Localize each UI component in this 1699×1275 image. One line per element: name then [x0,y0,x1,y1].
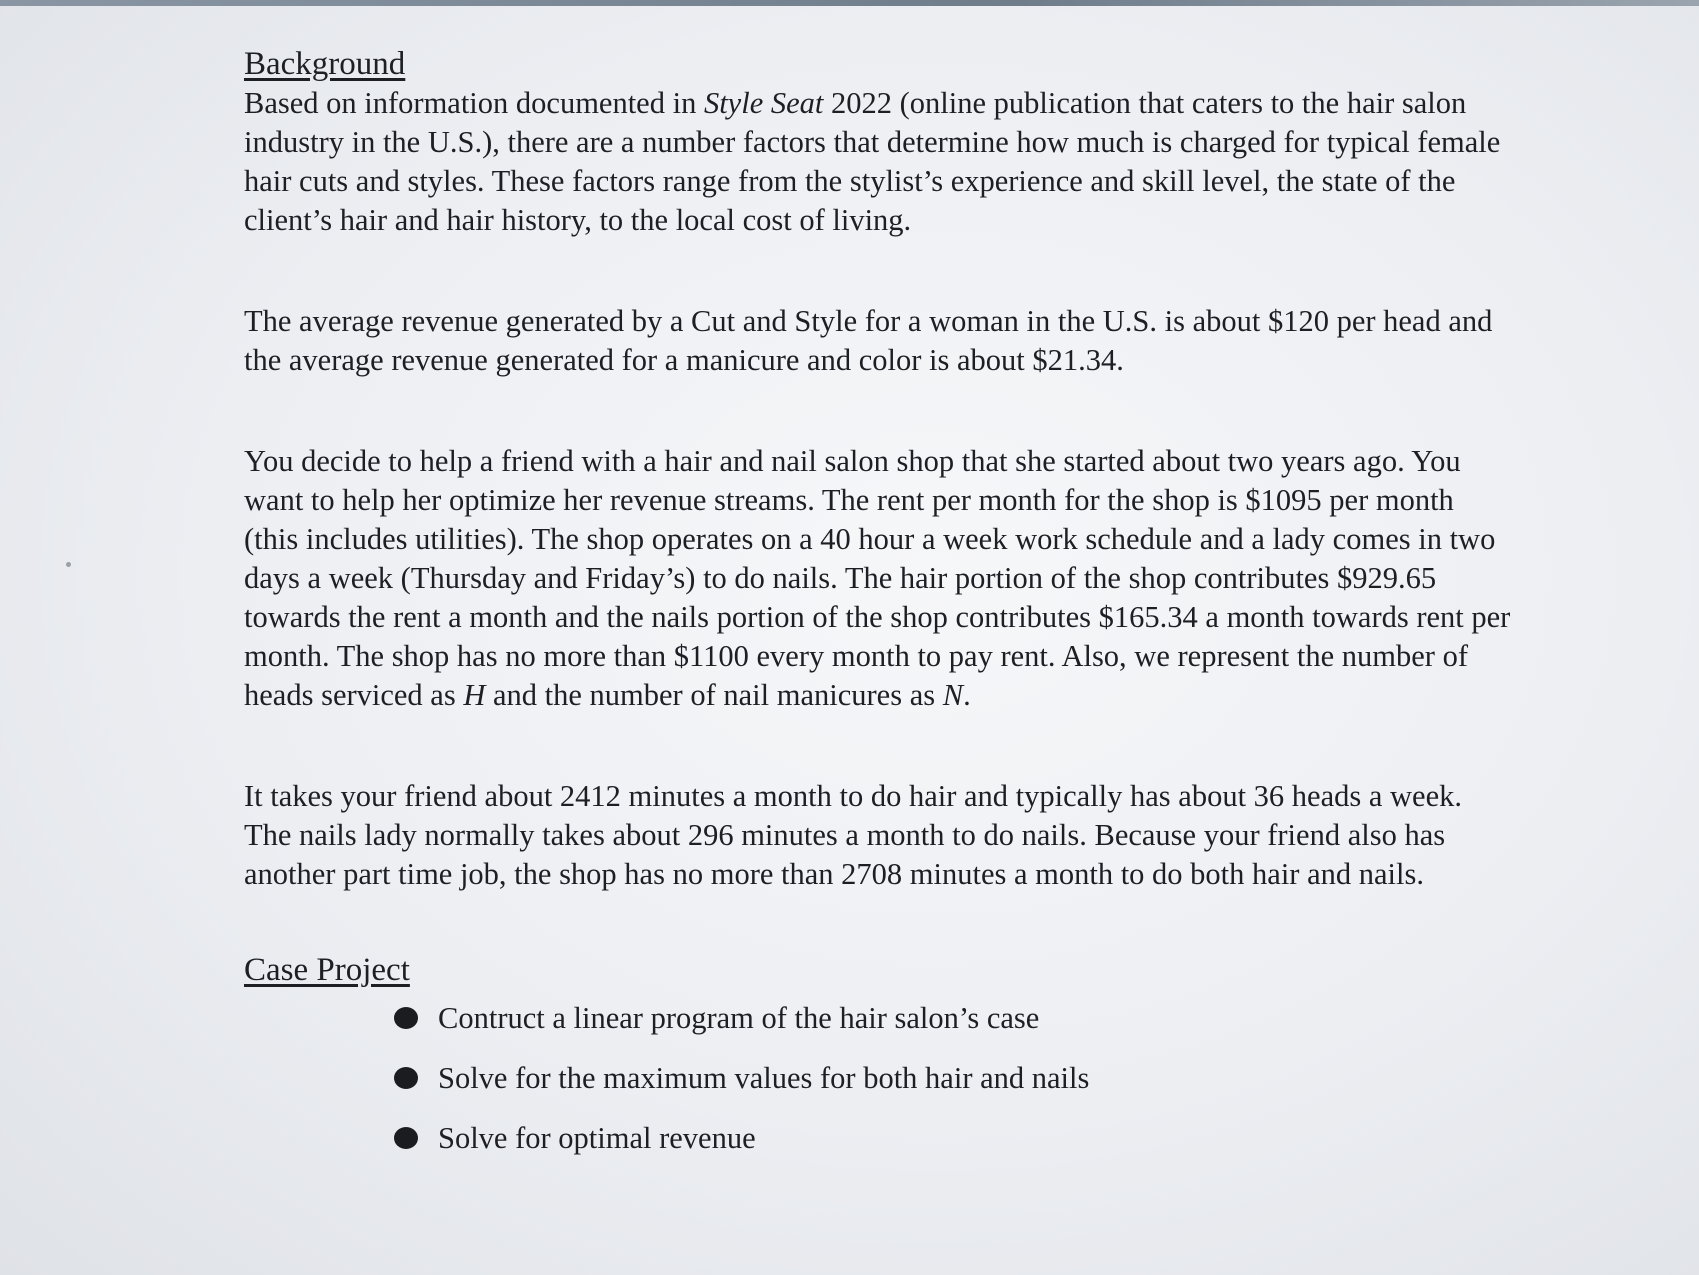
p3-text-mid: and the number of nail manicures as [485,678,943,712]
list-item [394,1058,1524,1098]
list-item [394,998,1524,1038]
minutes-paragraph: It takes your friend about 2412 minutes a month to do hair and typically has about 36 heads a week. The nails lady normally takes about 296 minutes a month to do nails. Because your friend also has another part time job, the shop has no more than 2708 minutes a month to do both hair and nails. [244,779,1463,891]
p3-text-end: . [963,678,971,712]
list-item-text: Contruct a linear program of the hair salon’s case [438,1001,1040,1035]
list-item-text: Solve for optimal revenue [438,1121,756,1155]
list-item-text: Solve for the maximum values for both hair and nails [438,1061,1090,1095]
variable-h: H [463,678,486,712]
publication-name: Style Seat [703,86,824,120]
p1-text-end: 2022 (online publication that caters to the hair salon industry in the U.S.), there are a number factors that determine how much is charged for typical female hair cuts and styles. These factors range from the stylist’s experience and skill level, the state of the client’s hair and hair history, to the local cost of living. [244,86,1501,237]
list-item [394,1118,1524,1158]
bullet-icon [394,1007,418,1029]
spacer [244,240,1524,302]
p3-text-start: You decide to help a friend with a hair and nail salon shop that she started about two years ago. You want to help her optimize her revenue streams. The rent per month for the shop is $1095 per month (this includes utilities). The shop operates on a 40 hour a week work schedule and a lady comes in two days a week (Thursday and Friday’s) to do nails. The hair portion of the shop contributes $929.65 towards the rent a month and the nails portion of the shop contributes $165.34 a month towards rent per month. The shop has no more than $1100 every month to pay rent. Also, we represent the number of heads serviced as [244,444,1511,712]
case-project-list [244,998,1524,1158]
bullet-icon [394,1127,418,1149]
dust-speck [66,562,71,567]
variable-n: N [942,678,964,712]
p1-text-start: Based on information documented in [244,86,704,120]
revenue-paragraph: The average revenue generated by a Cut and Style for a woman in the U.S. is about $120 per head and the average revenue generated for a manicure and color is about $21.34. [244,304,1493,377]
spacer [244,715,1524,777]
bullet-icon [394,1067,418,1089]
shop-paragraph [244,442,1514,715]
background-paragraph-1 [244,84,1514,240]
background-heading: Background [244,46,406,82]
case-project-heading: Case Project [244,952,410,988]
spacer [244,894,1524,950]
document-body [244,44,1524,1178]
spacer [244,380,1524,442]
top-edge-strip [0,0,1699,6]
